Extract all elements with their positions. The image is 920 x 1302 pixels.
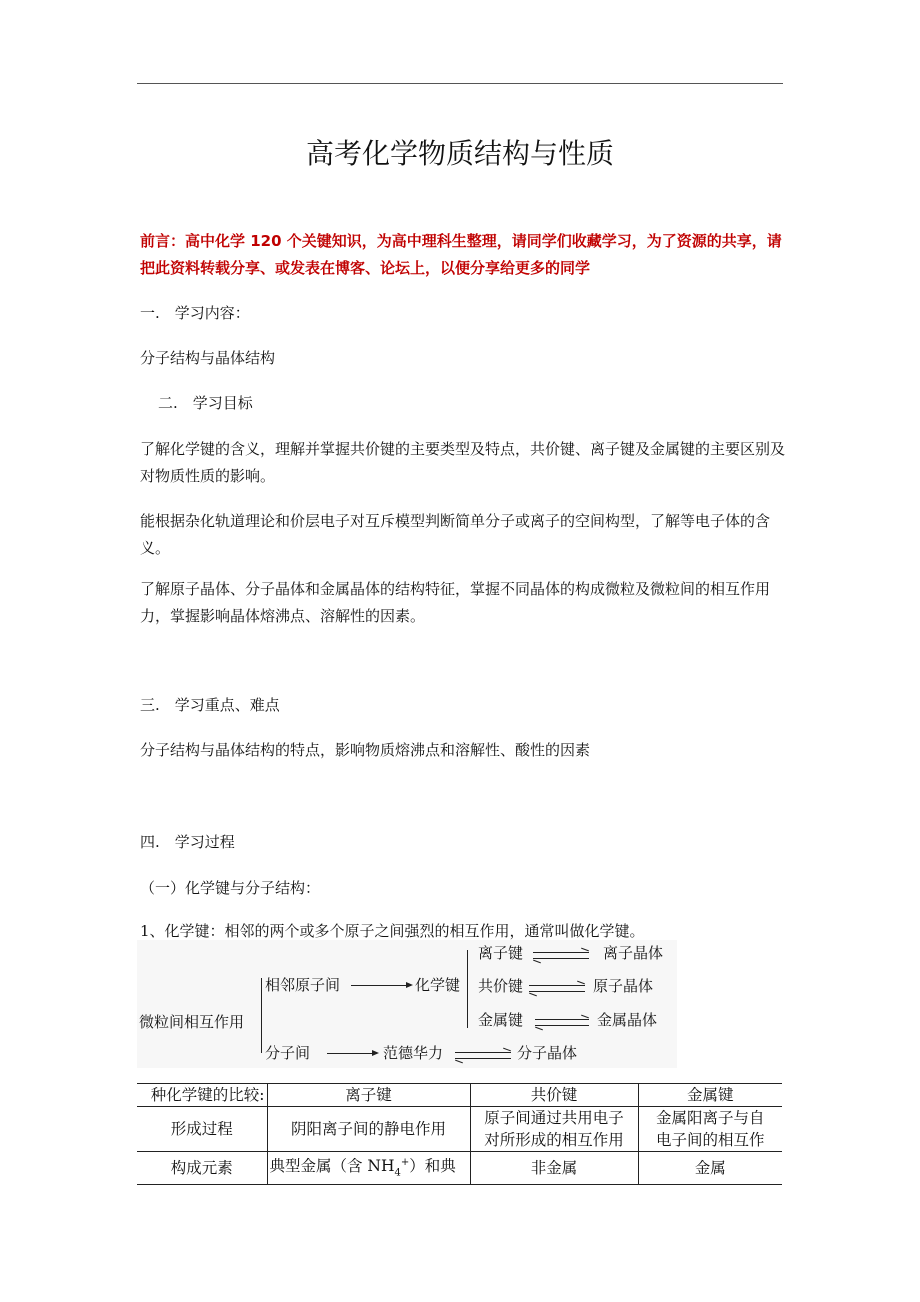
table-cell-line: 对所形成的相互作用 xyxy=(484,1131,624,1149)
section-3-heading: 三. 学习重点、难点 xyxy=(140,696,280,714)
diagram-molecular-crystal: 分子晶体 xyxy=(517,1044,578,1062)
cell-text: 典型金属（含 NH xyxy=(269,1157,395,1176)
table-cell xyxy=(638,1107,782,1152)
equilibrium-arrow-icon xyxy=(529,985,585,992)
table-cell xyxy=(267,1152,470,1185)
equilibrium-arrow-icon xyxy=(533,952,589,959)
document-title: 高考化学物质结构与性质 xyxy=(305,137,614,170)
section-4-heading: 四. 学习过程 xyxy=(140,833,235,851)
diagram-atoms-branch: 相邻原子间 xyxy=(265,976,341,994)
section-2-goal-3: 了解原子晶体、分子晶体和金属晶体的结构特征，掌握不同晶体的构成微粒及微粒间的相互作用力，掌握影响晶体熔沸点、溶解性的因素。 xyxy=(140,580,771,625)
equilibrium-arrow-icon xyxy=(535,1019,589,1026)
arrow-icon xyxy=(351,985,411,986)
section-2-goal-1: 了解化学键的含义，理解并掌握共价键的主要类型及特点，共价键、离子键及金属键的主要区别及对物质性质的影响。 xyxy=(140,440,786,485)
diagram-metallic-crystal: 金属晶体 xyxy=(597,1011,658,1029)
diagram-ionic-bond: 离子键 xyxy=(478,944,524,962)
diagram-atomic-crystal: 原子晶体 xyxy=(593,977,654,995)
section-2-goal-2: 能根据杂化轨道理论和价层电子对互斥模型判断简单分子或离子的空间构型，了解等电子体的含义。 xyxy=(140,512,771,557)
diagram-covalent-bond: 共价键 xyxy=(478,977,524,995)
header-rule xyxy=(137,83,783,84)
equilibrium-arrow-icon xyxy=(455,1052,511,1059)
table-cell: 形成过程 xyxy=(137,1107,267,1152)
diagram-chem-bond: 化学键 xyxy=(415,976,461,994)
table-cell: 金属 xyxy=(638,1152,782,1185)
table-cell-line: 金属阳离子与自 xyxy=(655,1109,765,1127)
table-cell: 构成元素 xyxy=(137,1152,267,1185)
root-brace xyxy=(261,978,262,1053)
table-header-cell: 共价键 xyxy=(470,1084,638,1107)
table-row xyxy=(137,1107,782,1152)
table-cell: 阴阳离子间的静电作用 xyxy=(267,1107,470,1152)
bond-comparison-table xyxy=(137,1083,782,1185)
diagram-root: 微粒间相互作用 xyxy=(139,1013,245,1031)
bond-classification-diagram xyxy=(137,940,677,1068)
bond-brace xyxy=(467,950,468,1028)
arrow-icon xyxy=(327,1053,377,1054)
cell-text: ）和典 xyxy=(409,1157,456,1176)
subscript: 4 xyxy=(394,1167,401,1179)
section-2-heading: 二. 学习目标 xyxy=(158,394,253,412)
superscript: + xyxy=(400,1157,410,1168)
section-4-subheading: （一）化学键与分子结构： xyxy=(140,879,321,897)
table-cell: 非金属 xyxy=(470,1152,638,1185)
diagram-van-der-waals: 范德华力 xyxy=(383,1044,444,1062)
table-header-cell: 种化学键的比较: xyxy=(137,1084,267,1107)
diagram-metallic-bond: 金属键 xyxy=(478,1011,524,1029)
preface-text: 前言：高中化学 120 个关键知识，为高中理科生整理，请同学们收藏学习，为了资源的共享，请把此资料转载分享、或发表在博客、论坛上，以便分享给更多的同学 xyxy=(140,232,782,277)
section-3-body: 分子结构与晶体结构的特点，影响物质熔沸点和溶解性、酸性的因素 xyxy=(140,741,591,759)
section-4-item-1: 1、化学键：相邻的两个或多个原子之间强烈的相互作用，通常叫做化学键。 xyxy=(140,922,645,940)
table-header-cell: 金属键 xyxy=(638,1084,782,1107)
table-header-row xyxy=(137,1084,782,1107)
table-cell-line: 原子间通过共用电子 xyxy=(484,1109,624,1127)
section-1-heading: 一. 学习内容： xyxy=(140,304,250,322)
section-1-body: 分子结构与晶体结构 xyxy=(140,349,276,367)
diagram-ionic-crystal: 离子晶体 xyxy=(603,944,664,962)
diagram-molecules-branch: 分子间 xyxy=(265,1044,311,1062)
table-cell xyxy=(470,1107,638,1152)
table-row xyxy=(137,1152,782,1185)
table-cell-line: 电子间的相互作 xyxy=(655,1131,765,1149)
table-header-cell: 离子键 xyxy=(267,1084,470,1107)
